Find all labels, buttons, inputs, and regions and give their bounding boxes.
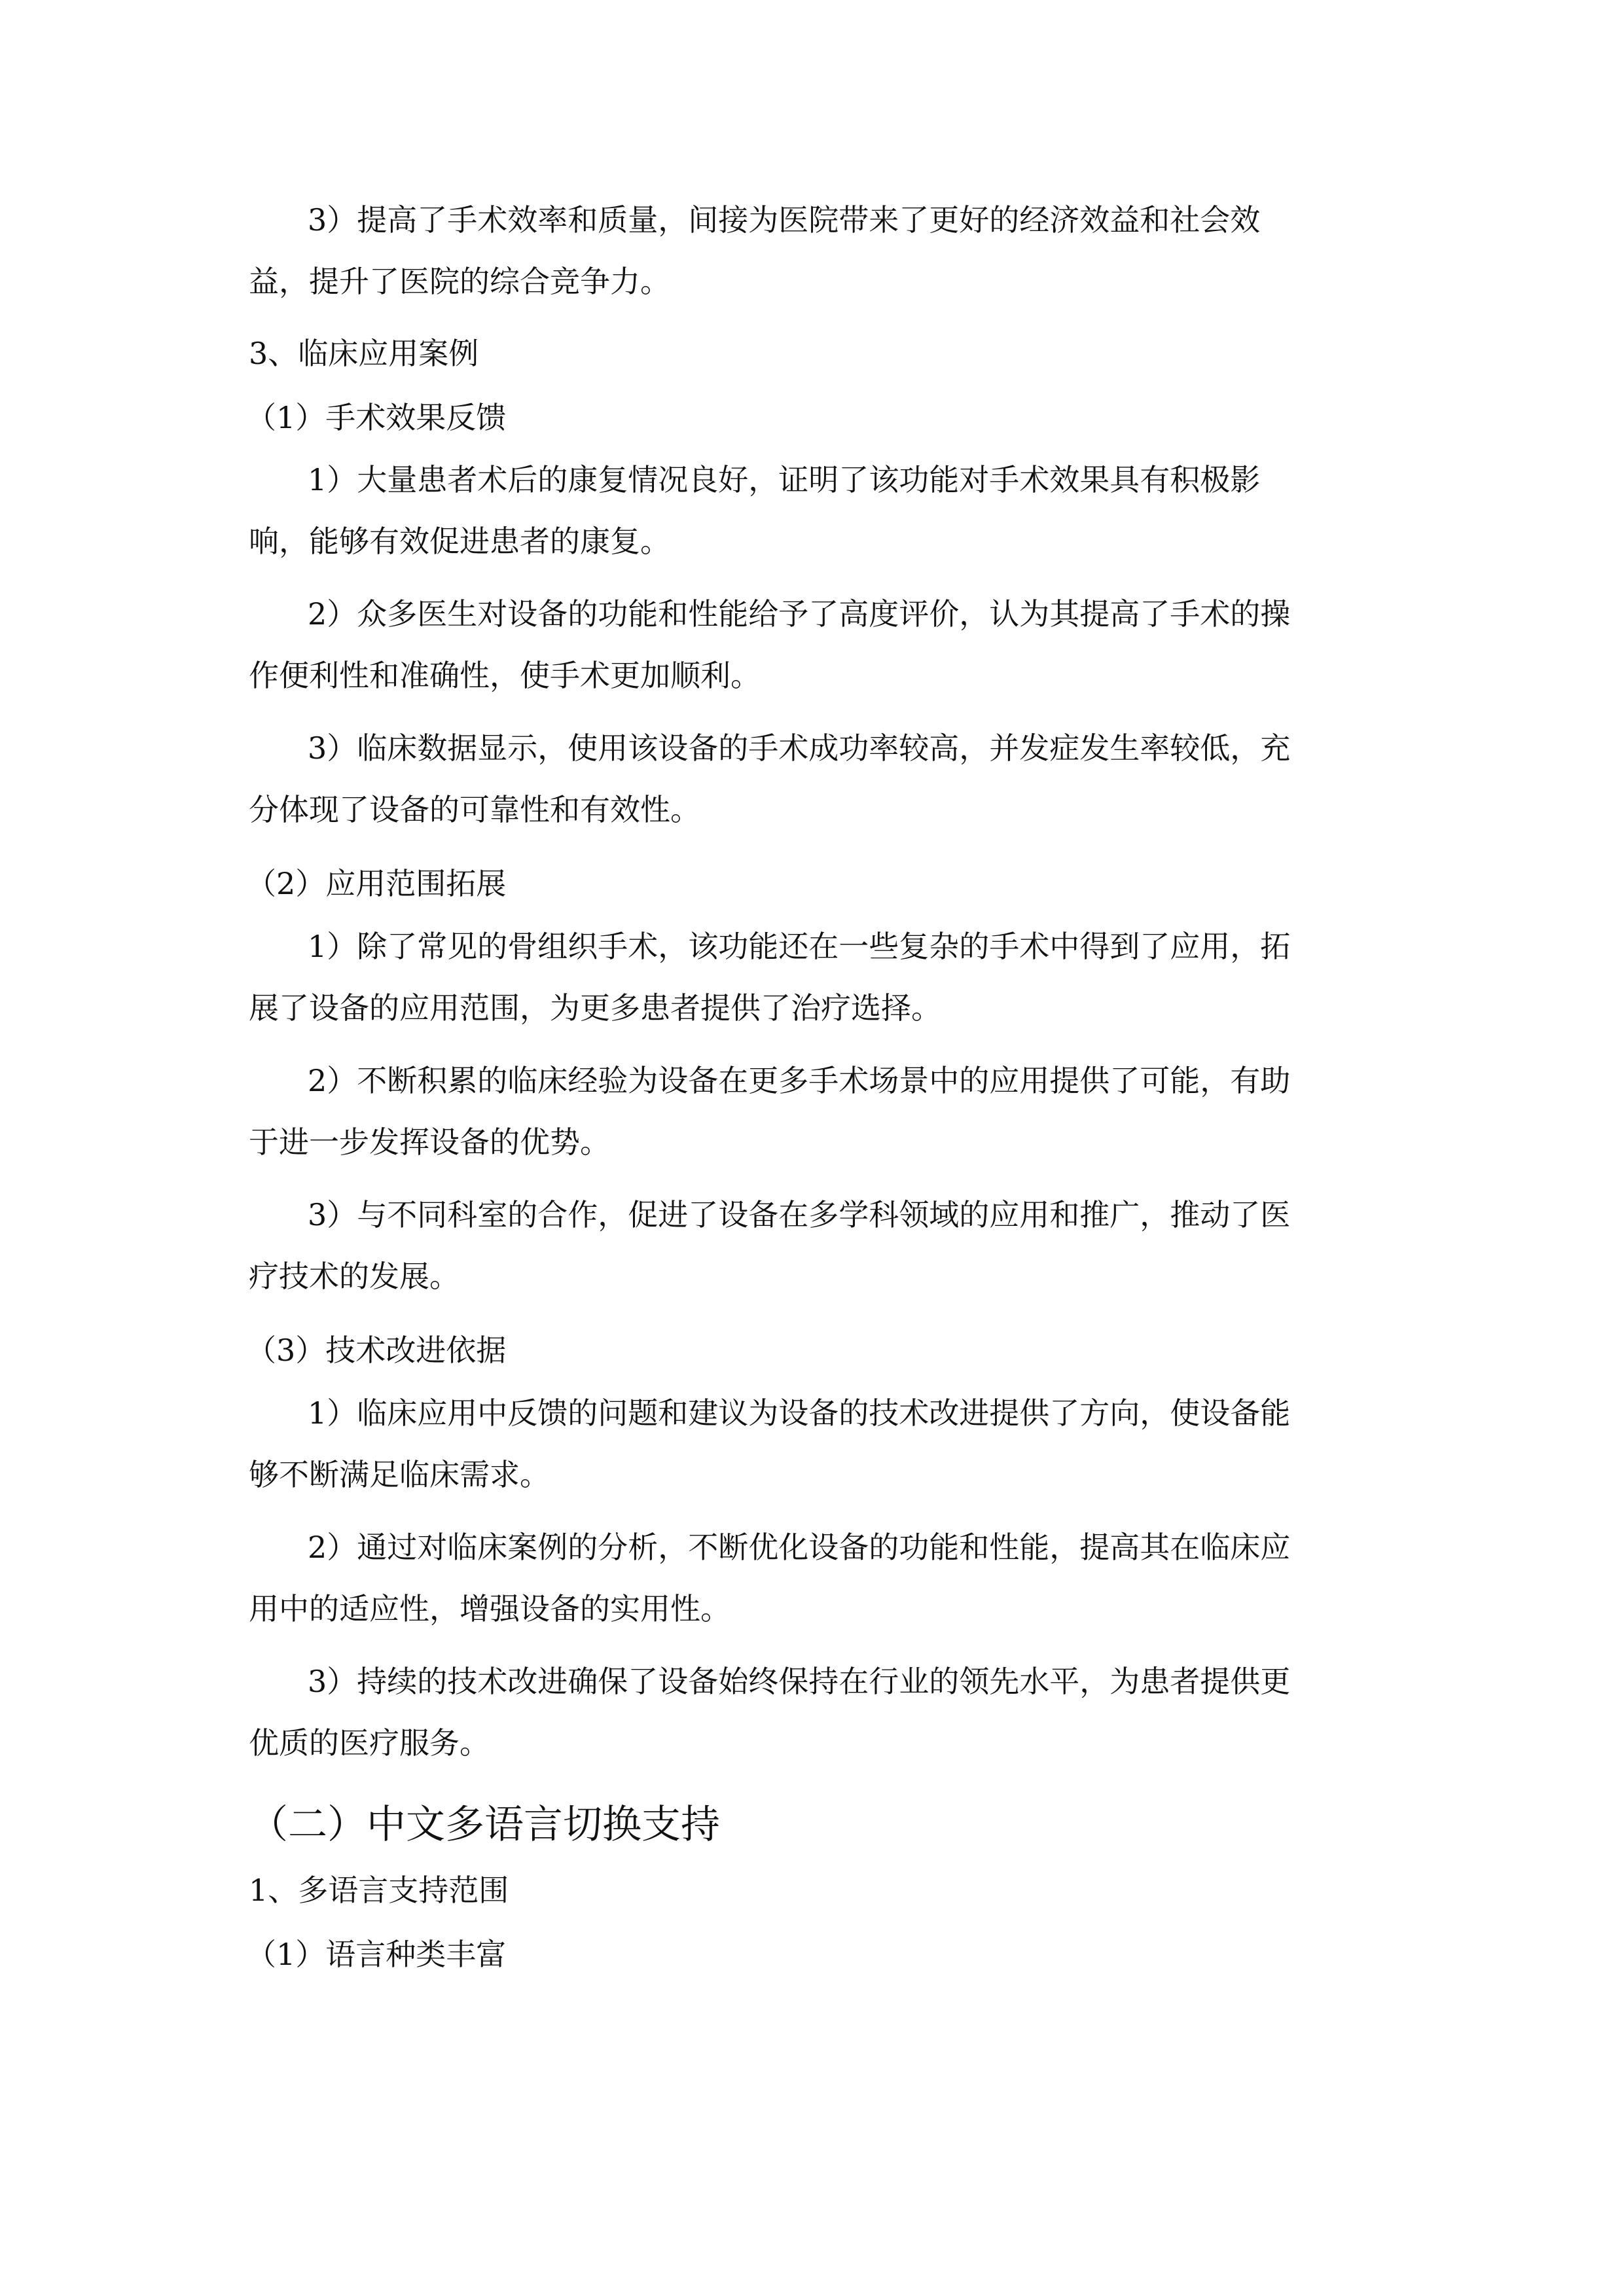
paragraph-line: 2）不断积累的临床经验为设备在更多手术场景中的应用提供了可能，有助 [308,1063,1291,1098]
paragraph-line: 3）提高了手术效率和质量，间接为医院带来了更好的经济效益和社会效 [308,202,1261,238]
paragraph-line: 展了设备的应用范围，为更多患者提供了治疗选择。 [249,990,941,1026]
chapter-heading: （二）中文多语言切换支持 [249,1802,720,1848]
paragraph-line: 2）众多医生对设备的功能和性能给予了高度评价，认为其提高了手术的操 [308,596,1291,632]
section-heading: 1、多语言支持范围 [249,1873,509,1908]
paragraph-line: 用中的适应性，增强设备的实用性。 [249,1591,731,1626]
subsection-heading: （3）技术改进依据 [246,1333,507,1368]
subsection-heading: （2）应用范围拓展 [246,866,507,901]
subsection-heading: （1）语言种类丰富 [246,1937,507,1972]
paragraph-line: 3）持续的技术改进确保了设备始终保持在行业的领先水平，为患者提供更 [308,1664,1291,1699]
paragraph-line: 够不断满足临床需求。 [249,1457,550,1492]
paragraph-line: 于进一步发挥设备的优势。 [249,1124,610,1160]
paragraph-line: 1）临床应用中反馈的问题和建议为设备的技术改进提供了方向，使设备能 [308,1395,1291,1431]
paragraph-line: 优质的医疗服务。 [249,1725,490,1761]
paragraph-line: 分体现了设备的可靠性和有效性。 [249,792,700,827]
paragraph-line: 响，能够有效促进患者的康复。 [249,524,670,559]
paragraph-line: 作便利性和准确性，使手术更加顺利。 [249,658,761,693]
paragraph-line: 益，提升了医院的综合竞争力。 [249,264,670,299]
paragraph-line: 2）通过对临床案例的分析，不断优化设备的功能和性能，提高其在临床应 [308,1530,1291,1565]
paragraph-line: 疗技术的发展。 [249,1259,460,1294]
subsection-heading: （1）手术效果反馈 [246,400,507,435]
section-heading: 3、临床应用案例 [249,336,479,371]
paragraph-line: 3）临床数据显示，使用该设备的手术成功率较高，并发症发生率较低，充 [308,730,1291,766]
paragraph-line: 3）与不同科室的合作，促进了设备在多学科领域的应用和推广，推动了医 [308,1197,1291,1232]
paragraph-line: 1）除了常见的骨组织手术，该功能还在一些复杂的手术中得到了应用，拓 [308,929,1291,964]
paragraph-line: 1）大量患者术后的康复情况良好，证明了该功能对手术效果具有积极影 [308,462,1261,497]
